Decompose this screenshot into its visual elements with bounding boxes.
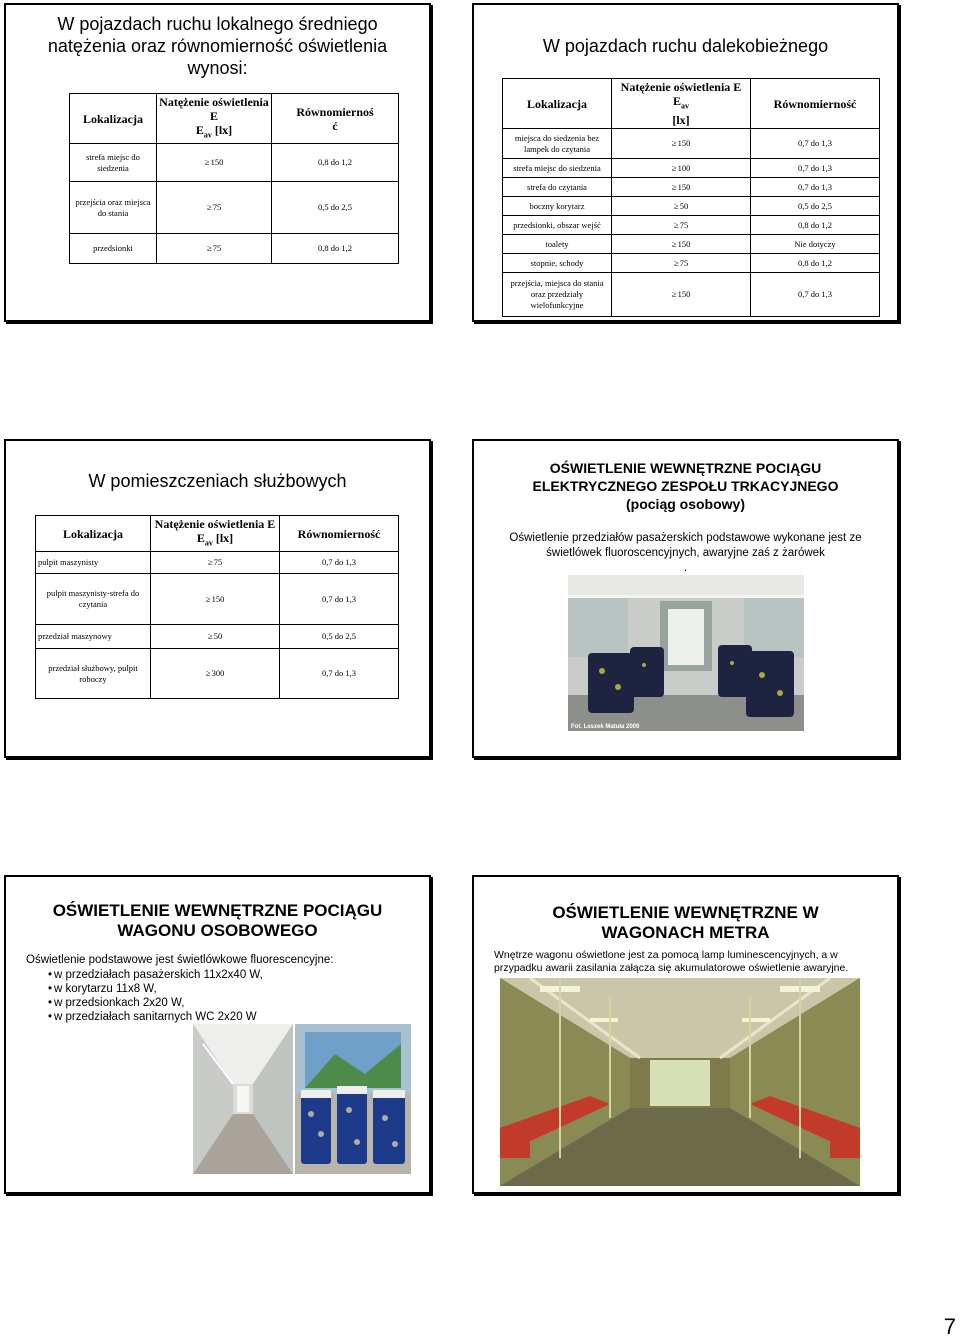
cell-lux: ≥150 [151, 574, 280, 625]
header-uniformity: Równomiernoś ć [272, 94, 399, 144]
cell-lux: ≥75 [151, 552, 280, 574]
cell-lux: ≥150 [612, 273, 751, 317]
cell-location: przedsionki [70, 234, 157, 264]
cell-lux: ≥75 [157, 234, 272, 264]
table-row [70, 234, 399, 264]
header-location: Lokalizacja [70, 94, 157, 144]
slide-title: OŚWIETLENIE WEWNĘTRZNE W WAGONACH METRA [552, 903, 819, 942]
cell-location: przedział maszynowy [36, 625, 151, 649]
header-illuminance: Natężenie oświetlenia E $E_{av}$ [lx] [157, 94, 272, 144]
cell-lux: ≥50 [151, 625, 280, 649]
cell-lux: ≥75 [612, 216, 751, 235]
illuminance-table [502, 78, 880, 317]
cell-lux: ≥150 [612, 178, 751, 197]
cell-uniformity: 0,7 do 1,3 [280, 574, 399, 625]
cell-uniformity: 0,8 do 1,2 [751, 254, 880, 273]
cell-lux: ≥50 [612, 197, 751, 216]
cell-uniformity: 0,7 do 1,3 [751, 129, 880, 159]
table-row [36, 552, 399, 574]
table-row [36, 649, 399, 699]
bullet-list [48, 968, 263, 1024]
slide-long-distance [472, 3, 899, 322]
header-location: Lokalizacja [36, 516, 151, 552]
cell-uniformity: 0,8 do 1,2 [272, 144, 399, 182]
table-row [503, 216, 880, 235]
cell-uniformity: 0,5 do 2,5 [751, 197, 880, 216]
slide-intro: Oświetlenie podstawowe jest świetlówkowe fluorescencyjne: [26, 954, 334, 966]
illuminance-table [35, 515, 399, 699]
cell-location: miejsca do siedzenia bez lampek do czytania [503, 129, 612, 159]
list-item: • w przedsionkach 2x20 W, [48, 996, 263, 1010]
list-item: • w korytarzu 11x8 W, [48, 982, 263, 996]
slide-title: W pojazdach ruchu dalekobieżnego [542, 36, 829, 56]
list-item: • w przedziałach sanitarnych WC 2x20 W [48, 1010, 263, 1024]
table-row [70, 144, 399, 182]
slide-service-rooms [4, 439, 431, 758]
slide-metro-lighting [472, 875, 899, 1194]
cell-lux: ≥150 [612, 129, 751, 159]
cell-location: pulpit maszynisty-strefa do czytania [36, 574, 151, 625]
photo-credit: Fot. Leszek Matuła 2009 [571, 724, 640, 730]
slide-title: OŚWIETLENIE WEWNĘTRZNE POCIĄGU ELEKTRYCZNEGO ZESPOŁU TRKACYJNEGO (pociąg osobowy) [532, 460, 839, 512]
table-row [503, 159, 880, 178]
table-row [36, 625, 399, 649]
cell-location: strefa miejsc do siedzenia [503, 159, 612, 178]
cell-location: boczny korytarz [503, 197, 612, 216]
header-uniformity: Równomierność [751, 79, 880, 129]
header-illuminance: Natężenie oświetlenia E $E_{av}$ [lx] [151, 516, 280, 552]
slide-local-traffic [4, 3, 431, 322]
emu-interior-photo [568, 575, 804, 731]
cell-lux: ≥100 [612, 159, 751, 178]
cell-uniformity: Nie dotyczy [751, 235, 880, 254]
table-row [503, 254, 880, 273]
cell-uniformity: 0,5 do 2,5 [272, 182, 399, 234]
list-item: • w przedziałach pasażerskich 11x2x40 W, [48, 968, 263, 982]
slide-text: Oświetlenie przedziałów pasażerskich podstawowe wykonane jest ze świetlówek fluoroscencyjnych, awaryjne zaś z żarówek . [509, 532, 862, 574]
table-row [503, 235, 880, 254]
cell-location: przedział służbowy, pulpit roboczy [36, 649, 151, 699]
cell-uniformity: 0,7 do 1,3 [280, 649, 399, 699]
cell-location: przedsionki, obszar wejść [503, 216, 612, 235]
cell-lux: ≥75 [612, 254, 751, 273]
header-uniformity: Równomierność [280, 516, 399, 552]
cell-uniformity: 0,7 do 1,3 [751, 159, 880, 178]
cell-uniformity: 0,8 do 1,2 [272, 234, 399, 264]
cell-lux: ≥75 [157, 182, 272, 234]
slide-title: W pojazdach ruchu lokalnego średniego natężenia oraz równomierność oświetlenia wynosi: [47, 14, 388, 78]
cell-location: pulpit maszynisty [36, 552, 151, 574]
cell-location: strefa miejsc do siedzenia [70, 144, 157, 182]
cell-lux: ≥150 [157, 144, 272, 182]
table-row [503, 273, 880, 317]
illuminance-table [69, 93, 399, 264]
header-illuminance: Natężenie oświetlenia E $E_{av}$ [lx] [612, 79, 751, 129]
metro-interior-photo [500, 978, 860, 1186]
cell-uniformity: 0,7 do 1,3 [751, 178, 880, 197]
cell-location: stopnie, schody [503, 254, 612, 273]
cell-uniformity: 0,7 do 1,3 [751, 273, 880, 317]
slide-title: OŚWIETLENIE WEWNĘTRZNE POCIĄGU WAGONU OSOBOWEGO [52, 901, 383, 940]
table-row [36, 574, 399, 625]
cell-location: przejścia oraz miejsca do stania [70, 182, 157, 234]
page-number: 7 [943, 1314, 956, 1339]
slide-text: Wnętrze wagonu oświetlone jest za pomocą lamp luminescencyjnych, a w przypadku awarii zasilania załącza się akumulatorowe oświetlenie awaryjne. [494, 949, 849, 974]
cell-uniformity: 0,5 do 2,5 [280, 625, 399, 649]
table-row [503, 178, 880, 197]
cell-uniformity: 0,7 do 1,3 [280, 552, 399, 574]
table-row [70, 182, 399, 234]
table-row [503, 197, 880, 216]
cell-lux: ≥150 [612, 235, 751, 254]
slide-title: W pomieszczeniach służbowych [88, 471, 347, 491]
corridor-photo [193, 1024, 293, 1174]
header-location: Lokalizacja [503, 79, 612, 129]
cell-lux: ≥300 [151, 649, 280, 699]
cell-location: strefa do czytania [503, 178, 612, 197]
slide-passenger-car-lighting [4, 875, 431, 1194]
table-row [503, 129, 880, 159]
cell-location: toalety [503, 235, 612, 254]
cell-uniformity: 0,8 do 1,2 [751, 216, 880, 235]
cell-location: przejścia, miejsca do stania oraz przedziały wielofunkcyjne [503, 273, 612, 317]
compartment-photo [295, 1024, 411, 1174]
slide-emu-lighting [472, 439, 899, 758]
